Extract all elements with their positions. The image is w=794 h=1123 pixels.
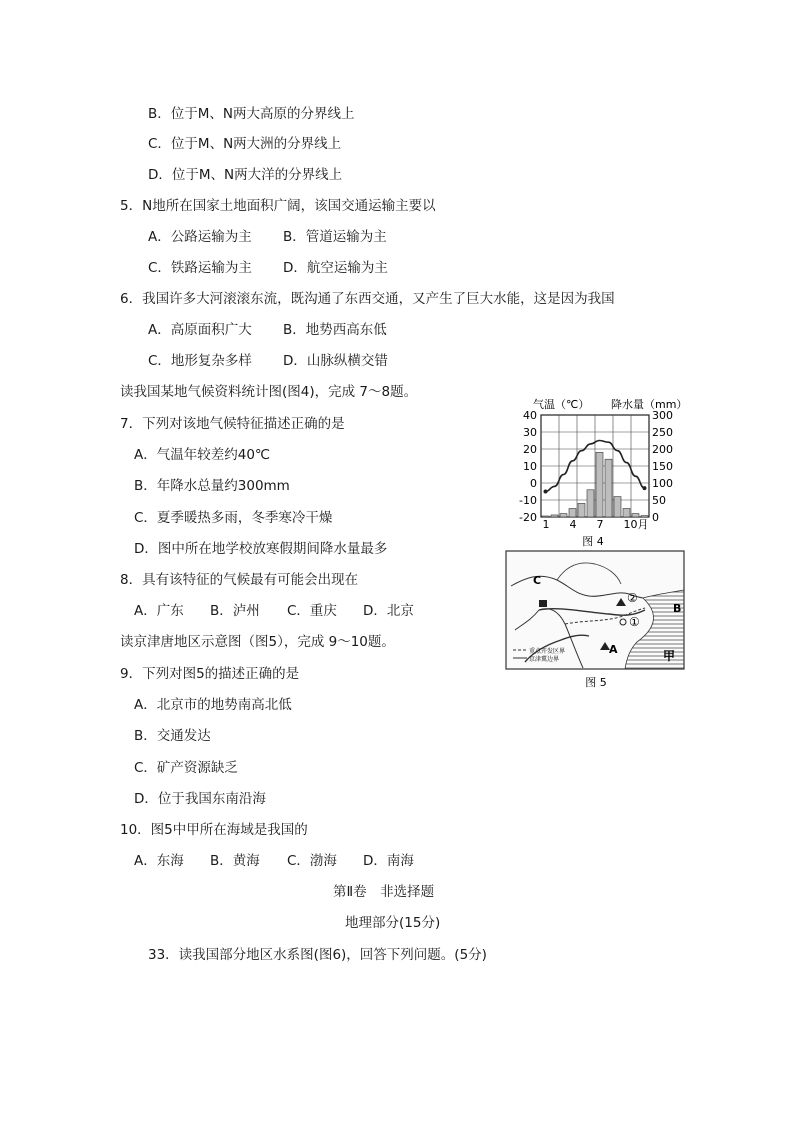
precipitation-tick-label: 250 (652, 426, 673, 439)
legend-item-zone: 重点开发区界 (529, 648, 566, 655)
q10-option-d: D．南海 (363, 853, 414, 869)
q10-option-b: B．黄海 (210, 853, 260, 869)
q8-option-d: D．北京 (363, 603, 414, 619)
q8-option-b: B．泸州 (210, 603, 260, 619)
precipitation-bar (587, 490, 594, 517)
q9-option-c: C．矿产资源缺乏 (134, 760, 238, 776)
q8-option-c: C．重庆 (287, 603, 337, 619)
q9-option-a: A．北京市的地势南高北低 (134, 697, 292, 713)
q4-option-d: D．位于M、N两大洋的分界线上 (148, 167, 343, 183)
q5-option-d: D．航空运输为主 (283, 260, 388, 276)
temperature-axis-title: 气温（℃） (533, 398, 590, 411)
q9-option-b: B．交通发达 (134, 728, 211, 744)
temperature-tick-label: -10 (519, 494, 537, 507)
q10-stem: 10．图5中甲所在海域是我国的 (120, 822, 308, 838)
temperature-tick-label: 30 (523, 426, 537, 439)
sea-label-jia: 甲 (663, 649, 676, 663)
q10-option-c: C．渤海 (287, 853, 337, 869)
marker-a: A (609, 643, 618, 656)
q33-stem: 33．读我国部分地区水系图(图6)，回答下列问题。(5分) (148, 947, 487, 963)
precipitation-bar (578, 503, 585, 517)
precipitation-bar (632, 514, 639, 517)
precipitation-bar (569, 509, 576, 518)
q10-option-a: A．东海 (134, 853, 184, 869)
precipitation-bar (542, 516, 549, 517)
marker-b: B (673, 602, 682, 615)
precipitation-axis-title: 降水量（mm） (611, 398, 688, 411)
q9-stem: 9．下列对图5的描述正确的是 (120, 666, 300, 682)
q6-option-a: A．高原面积广大 (148, 322, 252, 338)
q5-option-a: A．公路运输为主 (148, 229, 252, 245)
q6-option-b: B．地势西高东低 (283, 322, 387, 338)
precipitation-bar (605, 459, 612, 517)
figure-5-caption: 图 5 (585, 676, 607, 689)
precipitation-bar (551, 515, 558, 517)
temperature-point (544, 490, 548, 494)
month-tick-label: 7 (596, 518, 604, 531)
beijing-marker (539, 600, 547, 607)
marker-2: ② (627, 591, 638, 605)
q5-option-b: B．管道运输为主 (283, 229, 387, 245)
q6-stem: 6．我国许多大河滚滚东流，既沟通了东西交通，又产生了巨大水能，这是因为我国 (120, 291, 615, 307)
precipitation-tick-label: 200 (652, 443, 673, 456)
q9-option-d: D．位于我国东南沿海 (134, 791, 266, 807)
precipitation-bar (560, 514, 567, 517)
temperature-tick-label: -20 (519, 511, 537, 524)
precipitation-bar (614, 497, 621, 517)
precipitation-tick-label: 50 (652, 494, 666, 507)
q8-option-a: A．广东 (134, 603, 184, 619)
jingjintang-map (505, 550, 687, 690)
q8-stem: 8．具有该特征的气候最有可能会出现在 (120, 572, 359, 588)
q7-option-d: D．图中所在地学校放寒假期间降水量最多 (134, 541, 388, 557)
temperature-tick-label: 0 (530, 477, 537, 490)
q6-option-c: C．地形复杂多样 (148, 353, 252, 369)
month-tick-label: 10月 (623, 518, 649, 531)
q5-stem: 5．N地所在国家土地面积广阔，该国交通运输主要以 (120, 198, 436, 214)
marker-1: ① (629, 615, 640, 629)
precipitation-tick-label: 0 (652, 511, 659, 524)
figure-4 (497, 395, 688, 549)
intro-q9-q10: 读京津唐地区示意图（图5），完成 9～10题。 (120, 634, 395, 650)
q7-option-b: B．年降水总量约300mm (134, 478, 290, 494)
chart-grid (541, 415, 649, 517)
intro-q7-q8: 读我国某地气候资料统计图(图4)，完成 7～8题。 (120, 384, 418, 400)
precipitation-bar (641, 516, 648, 517)
precipitation-tick-label: 150 (652, 460, 673, 473)
q7-option-a: A．气温年较差约40℃ (134, 447, 271, 463)
figure-4-caption: 图 4 (582, 535, 604, 548)
month-tick-label: 1 (542, 518, 550, 531)
q7-stem: 7．下列对该地气候特征描述正确的是 (120, 416, 345, 432)
precipitation-bar (623, 509, 630, 518)
climate-chart (497, 395, 688, 549)
precipitation-tick-label: 300 (652, 409, 673, 422)
legend-item-border: 京津冀边界 (529, 656, 560, 663)
part-title: 地理部分(15分) (345, 915, 441, 931)
q4-option-b: B．位于M、N两大高原的分界线上 (148, 106, 355, 122)
q6-option-d: D．山脉纵横交错 (283, 353, 388, 369)
temperature-tick-label: 20 (523, 443, 537, 456)
volume-title: 第Ⅱ卷 非选择题 (333, 884, 435, 900)
q4-option-c: C．位于M、N两大洲的分界线上 (148, 136, 342, 152)
figure-5 (505, 550, 687, 690)
marker-c: C (533, 574, 542, 587)
temperature-point (643, 486, 647, 490)
q7-option-c: C．夏季暖热多雨，冬季寒冷干燥 (134, 510, 333, 526)
temperature-tick-label: 40 (523, 409, 537, 422)
month-tick-label: 4 (569, 518, 577, 531)
precipitation-bar (596, 452, 603, 517)
precipitation-tick-label: 100 (652, 477, 673, 490)
temperature-tick-label: 10 (523, 460, 537, 473)
q5-option-c: C．铁路运输为主 (148, 260, 252, 276)
